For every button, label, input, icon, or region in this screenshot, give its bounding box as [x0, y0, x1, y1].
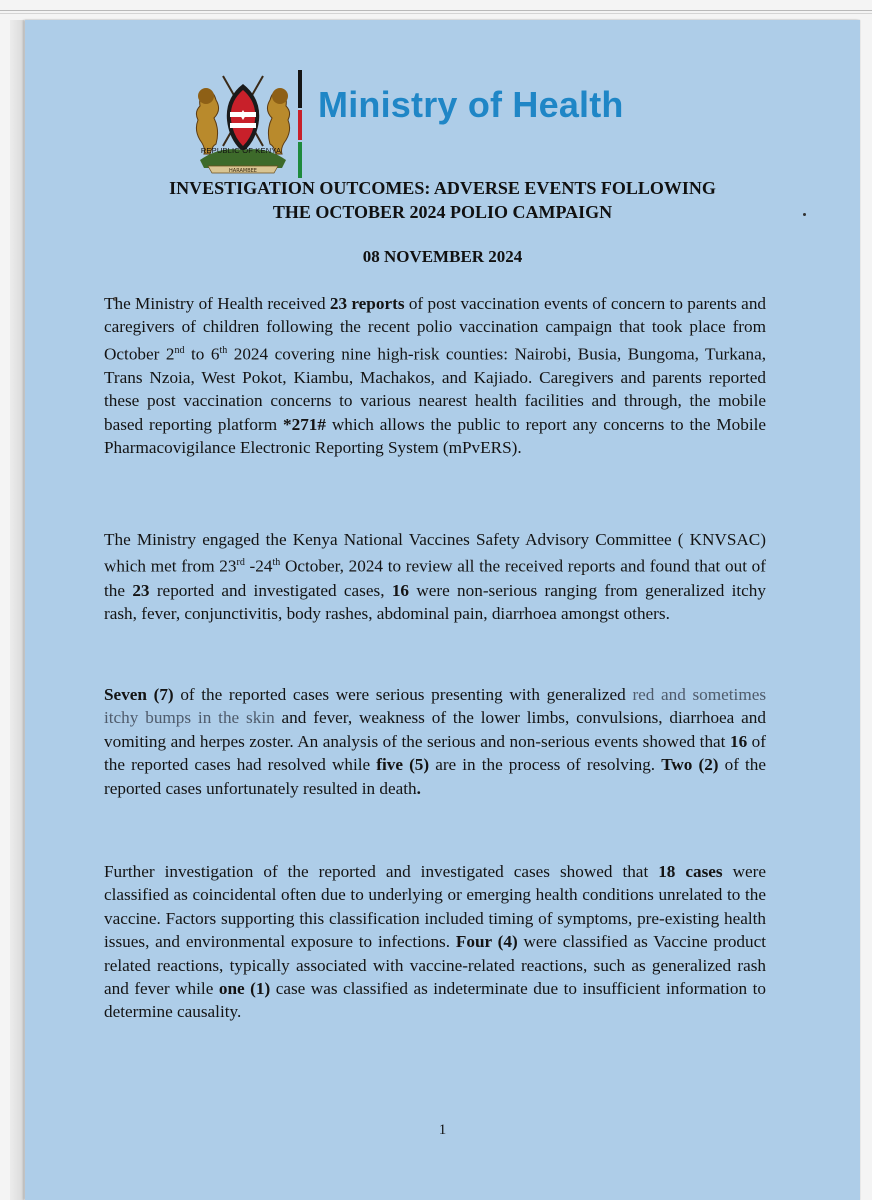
scan-edge-line: [0, 10, 872, 11]
flag-bar-red: [298, 110, 302, 140]
seal-caption: REPUBLIC OF KENYA: [200, 146, 282, 155]
ministry-name: Ministry of Health: [318, 84, 624, 125]
scan-edge-line-secondary: [0, 13, 872, 14]
document-title-line-1: INVESTIGATION OUTCOMES: ADVERSE EVENTS FOLLOWING: [169, 178, 716, 198]
svg-text:HARAMBEE: HARAMBEE: [229, 168, 257, 174]
scan-speck: [803, 213, 806, 216]
paragraph-classification: Further investigation of the reported and investigated cases showed that 18 cases were classified as coincidental often due to underlying or emerging health conditions unrelated to the vaccine. Factors supporting this classification included timing of symptoms, pre-existing health issues, and environmental exposure to infections. Four (4) were classified as Vaccine product related reactions, typically associated with vaccine-related reactions, such as generalized rash and fever while one (1) case was classified as indeterminate due to insufficient information to determine causality.: [104, 862, 767, 1022]
kenya-coat-of-arms-icon: [178, 68, 308, 188]
flag-bar-black: [298, 70, 302, 108]
paragraph-serious-cases: Seven (7) of the reported cases were serious presenting with generalized red and sometimes itchy bumps in the skin and fever, weakness of the lower limbs, convulsions, diarrhoea and vomiting and herpes zoster. An analysis of the serious and non-serious events showed that 16 of the reported cases had resolved while five (5) are in the process of resolving. Two (2) of the reported cases unfortunately resulted in death.: [104, 685, 767, 798]
page-left-shadow: [10, 20, 24, 1200]
paragraph-reports-received: The Ministry of Health received 23 reports of post vaccination events of concern to parents and caregivers of children following the recent polio vaccination campaign that took place from October 2nd to 6th 2024 covering nine high-risk counties: Nairobi, Busia, Bungoma, Turkana, Trans Nzoia, West Pokot, Kiambu, Machakos, and Kajiado. Caregivers and parents reported these post vaccination concerns to various nearest health facilities and through, the mobile based reporting platform *271# which allows the public to report any concerns to the Mobile Pharmacovigilance Electronic Reporting System (mPvERS).: [104, 294, 767, 458]
document-title-line-2: THE OCTOBER 2024 POLIO CAMPAIGN: [272, 202, 613, 222]
document-date: 08 NOVEMBER 2024: [362, 247, 523, 266]
page-number: 1: [438, 1122, 447, 1138]
paragraph-knvsac-review: The Ministry engaged the Kenya National Vaccines Safety Advisory Committee ( KNVSAC) which met from 23rd -24th October, 2024 to review all the received reports and found that out of the 23 reported and investigated cases, 16 were non-serious ranging from generalized itchy rash, fever, conjunctivitis, body rashes, abdominal pain, diarrhoea amongst others.: [104, 530, 766, 623]
flag-bar-green: [298, 142, 302, 178]
